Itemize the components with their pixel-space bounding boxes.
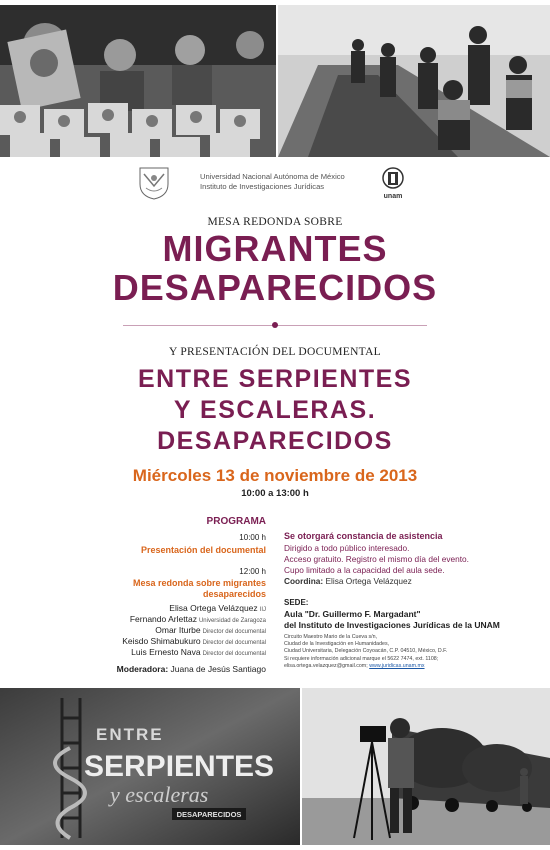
attendance-info [284,543,469,576]
institute-name: Instituto de Investigaciones Jurídicas [200,182,325,191]
speaker-affiliation: Director del documental [202,651,266,657]
main-title-line1: MIGRANTES [162,228,388,269]
university-name: Universidad Nacional Autónoma de México [200,172,345,181]
info-line: Cupo limitado a la capacidad del aula sede. [284,565,445,575]
speaker-name: Elisa Ortega Velázquez [169,603,258,613]
speaker-row [122,636,266,646]
address-line: Circuito Maestro Mario de la Cueva s/n, [284,634,378,640]
event-time: 10:00 a 13:00 h [241,488,309,499]
event-date: Miércoles 13 de noviembre de 2013 [132,466,418,485]
website-link[interactable]: www.juridicas.unam.mx [369,662,425,669]
divider-dot [272,322,278,328]
info-line: Acceso gratuito. Registro el mismo día del evento. [284,554,469,564]
iij-logo [376,166,410,202]
film-title-line2: SERPIENTES [84,750,275,783]
speaker-affiliation: IIJ [259,607,266,613]
speaker-affiliation: Director del documental [202,640,266,646]
main-title-line2: DESAPARECIDOS [112,267,438,308]
speaker-row [155,625,266,635]
film-title-line1: ENTRE [96,725,164,744]
speaker-name: Omar Iturbe [155,625,201,635]
speaker-row [130,614,266,624]
film-title-art [0,688,300,845]
speaker-affiliation: Director del documental [202,629,266,635]
address-line: Ciudad de la Investigación en Humanidades, [284,641,390,648]
program-item2-title-line2: desaparecidos [202,589,266,599]
program-item1-title: Presentación del documental [140,545,266,555]
moderator-name: Juana de Jesús Santiago [170,664,266,674]
film-badge: DESAPARECIDOS [176,810,242,819]
program-heading: PROGRAMA [206,516,266,527]
address-line: Si requiere información adicional marque el 5622 7474, ext. 1108; [284,655,439,662]
program-item2-title-line1: Mesa redonda sobre migrantes [132,578,266,588]
photo-protest-portraits [0,5,276,157]
program-item1-time: 10:00 h [239,533,266,542]
ladder-icon [62,698,80,838]
speaker-name: Fernando Arlettaz [129,614,197,624]
info-line: Dirigido a todo público interesado. [284,543,410,553]
coordinator-name: Elisa Ortega Velázquez [325,576,412,586]
moderator [117,664,266,674]
film-title-line3: y escaleras [110,782,209,807]
documentary-title-line2: Y ESCALERAS. [173,396,377,424]
speaker-affiliation: Universidad de Zaragoza [198,618,266,624]
photo-migrants-train [278,5,550,157]
photo-filming-train [302,688,550,845]
coordinator-label: Coordina: [284,576,324,586]
moderator-label: Moderadora: [116,664,169,674]
venue-label: SEDE: [284,598,309,607]
documentary-kicker: Y PRESENTACIÓN DEL DOCUMENTAL [168,346,382,358]
certificate-note: Se otorgará constancia de asistencia [284,531,443,541]
program-item2-time: 12:00 h [239,567,266,576]
speaker-name: Luis Ernesto Nava [131,647,201,657]
speaker-name: Keisdo Shimabukuro [122,636,201,646]
speaker-row [169,603,266,613]
contact-email[interactable]: elisa.ortega.velazquez@gmail.com; [284,662,368,669]
venue-address [284,634,447,670]
venue-line1: Aula "Dr. Guillermo F. Margadant" [284,609,421,619]
iij-logo-text: unam [383,193,403,200]
venue-line2: del Instituto de Investigaciones Jurídicas de la UNAM [284,620,500,630]
address-line: Ciudad Universitaria, Delegación Coyoacán, C.P. 04510, México, D.F. [284,648,448,655]
coordinator [284,576,412,586]
unam-shield-logo [136,166,172,200]
speaker-row [131,647,266,657]
venue-name [284,609,500,631]
documentary-title-line3: DESAPARECIDOS [157,427,393,455]
event-kicker: MESA REDONDA SOBRE [207,216,343,228]
documentary-title-line1: ENTRE SERPIENTES [137,365,413,393]
